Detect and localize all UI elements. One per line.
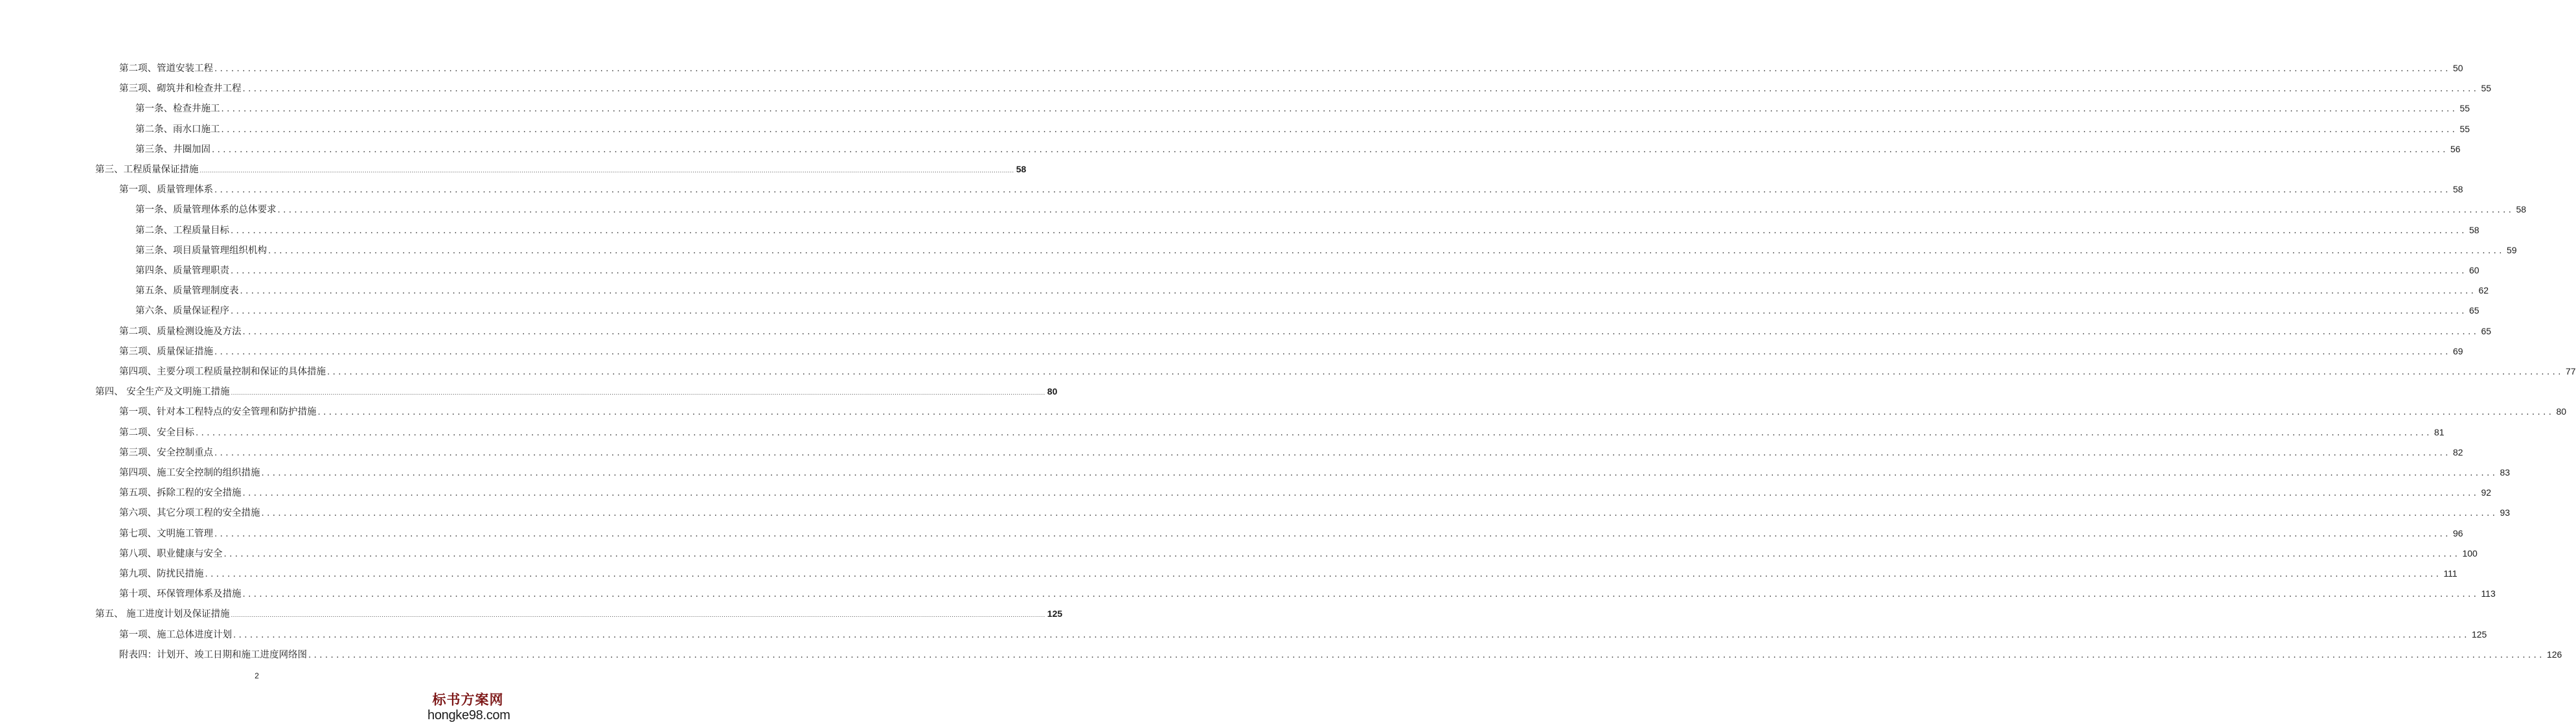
toc-entry: [135, 304, 2479, 318]
toc-dot-leader: ................................................................................................................................................................................................................................................................................................................................................................................................................: [240, 286, 2477, 297]
toc-entry-label: 第五项、拆除工程的安全措施: [119, 488, 242, 499]
toc-entry: [119, 446, 2463, 460]
toc-dot-leader: ................................................................................................................................................................................................................................................................................................................................................................................................................: [231, 266, 2467, 276]
toc-entry-label: 第四项、主要分项工程质量控制和保证的具体措施: [119, 367, 326, 377]
toc-dot-leader: ................................................................................................................................................................................................................................................................................................................................................................................................................: [261, 509, 2498, 519]
toc-entry: [119, 527, 2463, 541]
toc-entry-page: 65: [2468, 305, 2479, 316]
toc-dot-leader: ................................................................................................................................................................................................................................................................................................................................................................................................................: [231, 390, 1045, 397]
toc-dot-leader: ................................................................................................................................................................................................................................................................................................................................................................................................................: [231, 612, 1045, 619]
toc-dot-leader: ................................................................................................................................................................................................................................................................................................................................................................................................................: [221, 124, 2458, 135]
toc-entry-label: 第八项、职业健康与安全: [119, 548, 223, 559]
toc-dot-leader: ................................................................................................................................................................................................................................................................................................................................................................................................................: [233, 630, 2470, 640]
toc-entry: [135, 143, 2461, 157]
toc-entry-page: 125: [2471, 629, 2487, 640]
toc-entry-label: 第二条、雨水口施工: [135, 124, 220, 135]
toc-entry-label: 第一项、质量管理体系: [119, 185, 213, 196]
toc-dot-leader: ................................................................................................................................................................................................................................................................................................................................................................................................................: [214, 448, 2451, 458]
toc-entry-label: 第五条、质量管理制度表: [135, 286, 239, 297]
toc-entry-label: 第六条、质量保证程序: [135, 306, 229, 317]
toc-dot-leader: ................................................................................................................................................................................................................................................................................................................................................................................................................: [327, 367, 2564, 377]
toc-entry-page: 80: [1047, 386, 1058, 397]
toc-entry: [135, 102, 2470, 116]
toc-dot-leader: ................................................................................................................................................................................................................................................................................................................................................................................................................: [242, 327, 2479, 337]
toc-dot-leader: ................................................................................................................................................................................................................................................................................................................................................................................................................: [221, 104, 2458, 115]
toc-entry: [119, 466, 2511, 480]
toc-entry-page: 58: [1016, 164, 1027, 174]
toc-entry-page: 50: [2452, 63, 2463, 73]
toc-entry-label: 第四、 安全生产及文明施工措施: [95, 387, 230, 398]
toc-entry-label: 第三项、安全控制重点: [119, 447, 213, 458]
toc-entry-page: 55: [2481, 83, 2492, 94]
toc-entry-page: 60: [2468, 265, 2479, 275]
toc-entry: [135, 203, 2527, 217]
toc-entry-label: 第四项、施工安全控制的组织措施: [119, 468, 260, 478]
toc-entry: [119, 628, 2487, 642]
toc-dot-leader: ................................................................................................................................................................................................................................................................................................................................................................................................................: [242, 489, 2479, 499]
toc-entry: [119, 506, 2511, 520]
toc-entry: [119, 183, 2463, 197]
toc-entry-page: 100: [2462, 548, 2478, 559]
toc-entry-label: 第三条、项目质量管理组织机构: [135, 245, 267, 256]
watermark-logo: [427, 692, 508, 723]
toc-dot-leader: ................................................................................................................................................................................................................................................................................................................................................................................................................: [242, 84, 2479, 95]
toc-dot-leader: ................................................................................................................................................................................................................................................................................................................................................................................................................: [199, 168, 1014, 174]
toc-dot-leader: ................................................................................................................................................................................................................................................................................................................................................................................................................: [231, 306, 2467, 317]
toc-entry: [119, 62, 2463, 76]
toc-dot-leader: ................................................................................................................................................................................................................................................................................................................................................................................................................: [214, 347, 2451, 357]
toc-entry-label: 第四条、质量管理职责: [135, 266, 229, 276]
toc-entry-page: 56: [2450, 143, 2461, 154]
toc-entry: [119, 365, 2576, 379]
toc-entry: [95, 607, 1063, 622]
toc-dot-leader: ................................................................................................................................................................................................................................................................................................................................................................................................................: [223, 549, 2461, 559]
toc-entry: [135, 284, 2489, 298]
toc-entry: [95, 163, 1027, 178]
toc-entry: [119, 345, 2463, 359]
toc-entry-page: 58: [2516, 204, 2527, 215]
toc-entry-page: 55: [2459, 103, 2470, 114]
toc-entry: [119, 486, 2492, 500]
toc-entry-label: 第三项、质量保证措施: [119, 346, 213, 357]
toc-entry-page: 111: [2443, 568, 2457, 579]
toc-entry-page: 126: [2546, 649, 2562, 660]
toc-entry: [119, 587, 2496, 601]
toc-entry-page: 58: [2468, 224, 2479, 235]
toc-dot-leader: ................................................................................................................................................................................................................................................................................................................................................................................................................: [308, 650, 2545, 660]
toc-entry-label: 第二项、管道安装工程: [119, 63, 213, 74]
toc-entry-page: 96: [2452, 527, 2463, 538]
toc-entry-page: 92: [2481, 487, 2492, 498]
toc-entry-label: 第十项、环保管理体系及措施: [119, 589, 242, 600]
toc-entry-page: 93: [2500, 507, 2511, 518]
toc-entry-label: 第三、工程质量保证措施: [95, 165, 199, 175]
toc-entry: [135, 264, 2479, 278]
toc-entry-page: 62: [2478, 285, 2489, 296]
toc-entry-label: 第一条、检查井施工: [135, 104, 220, 115]
toc-entry-label: 第二条、工程质量目标: [135, 225, 229, 236]
toc-dot-leader: ................................................................................................................................................................................................................................................................................................................................................................................................................: [214, 185, 2451, 196]
toc-entry: [119, 82, 2492, 96]
toc-entry-page: 82: [2452, 446, 2463, 457]
toc-entry: [119, 648, 2562, 662]
toc-entry-page: 77: [2565, 366, 2576, 376]
toc-entry-page: 65: [2481, 325, 2492, 336]
toc-entry: [119, 325, 2492, 339]
toc-entry-page: 55: [2459, 123, 2470, 134]
toc-dot-leader: ................................................................................................................................................................................................................................................................................................................................................................................................................: [317, 408, 2555, 418]
toc-dot-leader: ................................................................................................................................................................................................................................................................................................................................................................................................................: [214, 529, 2451, 539]
toc-entry-page: 58: [2452, 184, 2463, 195]
toc-entry-page: 125: [1047, 608, 1063, 619]
toc-entry-label: 第一条、质量管理体系的总体要求: [135, 205, 277, 216]
toc-entry-page: 81: [2434, 426, 2445, 437]
toc-dot-leader: ................................................................................................................................................................................................................................................................................................................................................................................................................: [231, 225, 2467, 236]
toc-dot-leader: ................................................................................................................................................................................................................................................................................................................................................................................................................: [261, 468, 2498, 478]
toc-entry: [119, 567, 2457, 581]
toc-entry-label: 第一项、施工总体进度计划: [119, 629, 232, 640]
toc-dot-leader: ................................................................................................................................................................................................................................................................................................................................................................................................................: [205, 570, 2442, 579]
toc-entry-label: 第一项、针对本工程特点的安全管理和防护措施: [119, 407, 317, 418]
toc-entry: [119, 547, 2478, 561]
toc-entry-label: 第五、 施工进度计划及保证措施: [95, 609, 230, 620]
toc-dot-leader: ................................................................................................................................................................................................................................................................................................................................................................................................................: [268, 246, 2505, 256]
toc-dot-leader: ................................................................................................................................................................................................................................................................................................................................................................................................................: [277, 205, 2514, 216]
watermark-chinese: 标书方案网: [432, 691, 504, 708]
page-number: 2: [255, 671, 259, 680]
toc-entry-label: 附表四：计划开、竣工日期和施工进度网络图: [119, 649, 307, 660]
toc-dot-leader: ................................................................................................................................................................................................................................................................................................................................................................................................................: [196, 428, 2432, 438]
toc-entry: [135, 244, 2517, 258]
toc-entry-page: 113: [2481, 588, 2496, 599]
toc-entry-page: 83: [2500, 467, 2511, 478]
toc-dot-leader: ................................................................................................................................................................................................................................................................................................................................................................................................................: [212, 144, 2448, 155]
toc-entry-label: 第九项、防扰民措施: [119, 569, 204, 579]
toc-entry-label: 第三项、砌筑井和检查井工程: [119, 84, 242, 95]
watermark-domain: hongke98.com: [427, 708, 510, 722]
toc-entry-page: 80: [2556, 406, 2567, 417]
toc-entry-page: 59: [2506, 244, 2517, 255]
toc-entry-page: 69: [2452, 345, 2463, 356]
toc-entry: [135, 224, 2479, 238]
toc-entry: [119, 405, 2567, 419]
toc-entry-label: 第二项、安全目标: [119, 427, 194, 438]
toc-dot-leader: ................................................................................................................................................................................................................................................................................................................................................................................................................: [214, 64, 2451, 74]
toc-entry: [119, 426, 2445, 440]
toc-entry-label: 第七项、文明施工管理: [119, 528, 213, 539]
toc-dot-leader: ................................................................................................................................................................................................................................................................................................................................................................................................................: [242, 590, 2479, 600]
toc-entry: [95, 385, 1058, 400]
toc-entry-label: 第二项、质量检测设施及方法: [119, 326, 242, 337]
toc-entry: [135, 122, 2470, 137]
toc-entry-label: 第三条、井圈加固: [135, 144, 211, 155]
toc-entry-label: 第六项、其它分项工程的安全措施: [119, 508, 260, 519]
